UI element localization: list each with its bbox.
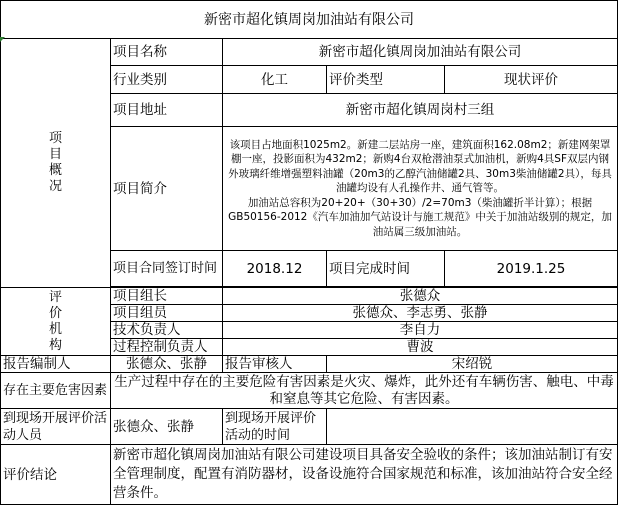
agency-section-label: 评 价 机 构 xyxy=(1,288,111,356)
project-name-value: 新密市超化镇周岗加油站有限公司 xyxy=(223,39,618,66)
members-value: 张德众、李志勇、张静 xyxy=(223,305,618,322)
project-name-row xyxy=(1,39,618,66)
process-value: 曹波 xyxy=(223,339,618,356)
report-row xyxy=(1,356,618,373)
process-label: 过程控制负责人 xyxy=(111,339,223,356)
address-value: 新密市超化镇周岗村三组 xyxy=(223,94,618,127)
hazard-row xyxy=(1,373,618,409)
conclusion-value: 新密市超化镇周岗加油站有限公司建设项目具备安全验收的条件；该加油站制订有安全管理制度，配置有消防器材，设备设施符合国家规范和标准，该加油站符合安全经营条件。 xyxy=(111,445,618,505)
eval-type-label: 评价类型 xyxy=(327,66,445,94)
complete-date-label: 项目完成时间 xyxy=(327,251,445,287)
industry-value: 化工 xyxy=(223,66,327,94)
document-title: 新密市超化镇周岗加油站有限公司 xyxy=(1,1,618,39)
eval-type-value: 现状评价 xyxy=(445,66,618,94)
onsite-people-value: 张德众、张静 xyxy=(111,409,223,445)
tech-value: 李自力 xyxy=(223,322,618,339)
writer-value: 张德众、张静 xyxy=(111,356,223,373)
leader-value: 张德众 xyxy=(223,288,618,305)
reviewer-value: 宋绍锐 xyxy=(327,356,618,373)
hazard-value: 生产过程中存在的主要危险有害因素是火灾、爆炸，此外还有车辆伤害、触电、中毒和窒息等其它危险、有害因素。 xyxy=(111,373,618,409)
cell-comment-marker-icon xyxy=(0,37,5,42)
hazard-label: 存在主要危害因素 xyxy=(1,373,111,409)
onsite-time-value xyxy=(327,409,618,445)
contract-date-value: 2018.12 xyxy=(223,251,327,287)
intro-paragraph-2: 加油站总容积为20+20+（30+30）/2=70m3（柴油罐折半计算）；根据GB50156-2012《汽车加油加气站设计与施工规范》中关于加油站级别的规定，加油站属三级加油站。 xyxy=(228,196,612,238)
leader-row xyxy=(1,288,618,305)
conclusion-row xyxy=(1,445,618,505)
conclusion-label: 评价结论 xyxy=(1,445,111,505)
onsite-time-label: 到现场开展评价活动的时间 xyxy=(223,409,327,445)
title-row xyxy=(1,1,618,39)
reviewer-label: 报告审核人 xyxy=(223,356,327,373)
writer-label: 报告编制人 xyxy=(1,356,111,373)
industry-label: 行业类别 xyxy=(111,66,223,94)
onsite-people-label: 到现场开展评价活动人员 xyxy=(1,409,111,445)
intro-paragraph-1: 该项目占地面积1025m2。新建二层站房一座，建筑面积162.08m2；新建网架罩棚一座，投影面积为432m2；新购4台双枪潜油泵式加油机，新购4具SF双层内钢外玻璃纤维增强塑料油罐（20m3的乙醇汽油储罐2具、30m3柴油储罐2具），每具油罐均设有人孔操作井、通气管等。 xyxy=(228,138,612,195)
address-label: 项目地址 xyxy=(111,94,223,127)
intro-value xyxy=(223,127,618,251)
project-name-label: 项目名称 xyxy=(111,39,223,66)
onsite-row xyxy=(1,409,618,445)
contract-date-label: 项目合同签订时间 xyxy=(111,251,223,287)
tech-label: 技术负责人 xyxy=(111,322,223,339)
members-label: 项目组员 xyxy=(111,305,223,322)
leader-label: 项目组长 xyxy=(111,288,223,305)
complete-date-value: 2019.1.25 xyxy=(445,251,618,287)
intro-label: 项目简介 xyxy=(111,127,223,251)
overview-section-label: 项 目 概 况 xyxy=(1,39,111,288)
